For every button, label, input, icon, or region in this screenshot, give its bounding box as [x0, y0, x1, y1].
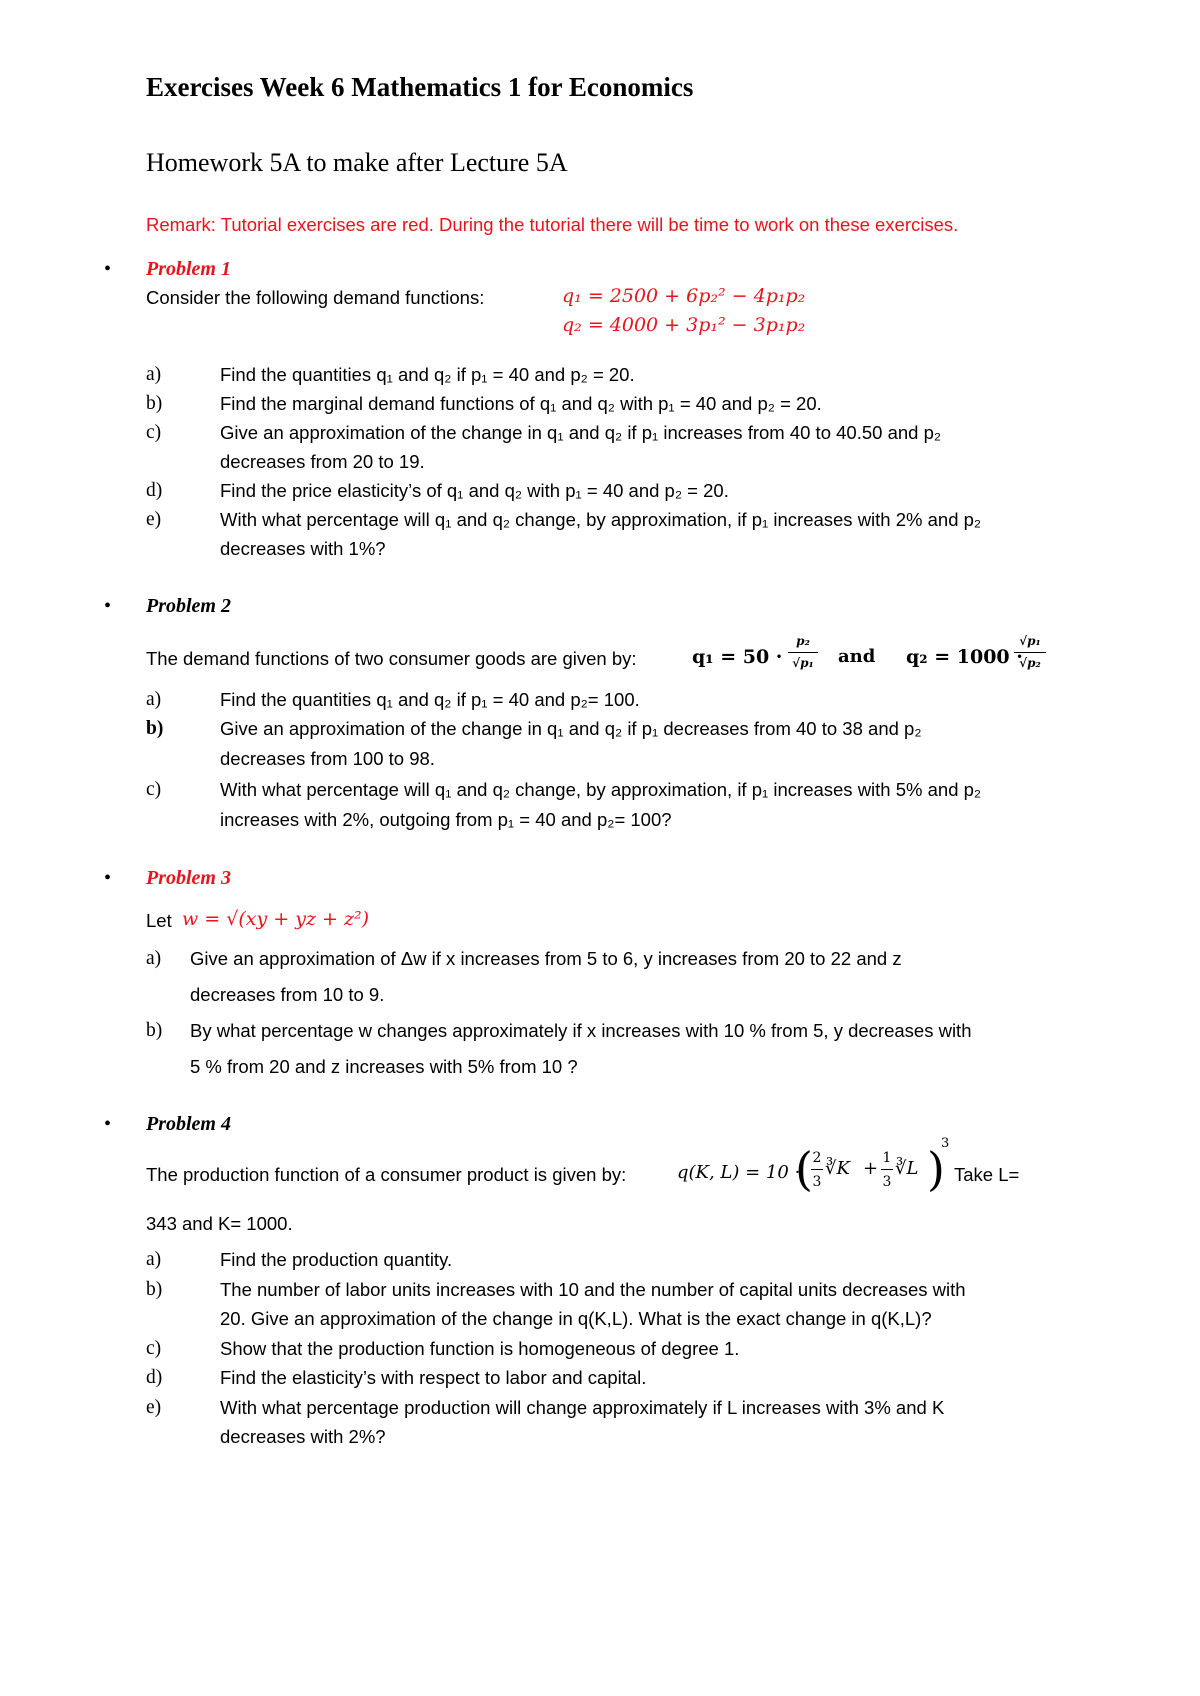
problem-2-item-b-text: Give an approximation of the change in q₁ and q₂ if p₁ decreases from 40 to 38 and p₂: [220, 718, 922, 739]
problem-2-eq2-lhs: q₂ = 1000 ·: [906, 646, 1023, 668]
problem-3-equation: w = √(xy + yz + z²): [182, 908, 370, 930]
document-title: Exercises Week 6 Mathematics 1 for Economics: [146, 72, 694, 102]
problem-1-equation-1: q₁ = 2500 + 6p₂² − 4p₁p₂: [562, 285, 806, 307]
fraction-bar: [1014, 652, 1046, 653]
problem-4-item-b-cont: 20. Give an approximation of the change in q(K,L). What is the exact change in q(K,L)?: [220, 1308, 932, 1329]
bullet-icon: •: [104, 1113, 112, 1135]
problem-2-item-c-label: c): [146, 779, 162, 800]
problem-1-item-e-cont: decreases with 1%?: [220, 538, 386, 559]
problem-1-item-e-label: e): [146, 509, 162, 530]
problem-1-item-c-label: c): [146, 422, 162, 443]
problem-3-let: Let: [146, 910, 172, 931]
coef-1-denominator: 3: [812, 1174, 822, 1190]
problem-1-equation-2: q₂ = 4000 + 3p₁² − 3p₁p₂: [562, 314, 806, 336]
problem-4-item-e-text: With what percentage production will change approximately if L increases with 3% and K: [220, 1397, 945, 1418]
fraction-bar: [788, 652, 818, 653]
coef-2-numerator: 1: [882, 1150, 892, 1166]
problem-4-item-b-text: The number of labor units increases with 10 and the number of capital units decreases with: [220, 1279, 966, 1300]
problem-2-item-b-label: b): [146, 718, 164, 739]
problem-2-eq2-denominator: √p₂: [1019, 656, 1041, 670]
problem-4-item-b-label: b): [146, 1279, 163, 1300]
remark-text: Remark: Tutorial exercises are red. During the tutorial there will be time to work on these exercises.: [146, 214, 959, 235]
fraction-bar: [881, 1169, 893, 1170]
problem-3-item-b-label: b): [146, 1020, 163, 1041]
problem-2-item-b-cont: decreases from 100 to 98.: [220, 748, 435, 769]
problem-4-item-e-label: e): [146, 1397, 162, 1418]
problem-2-and: and: [838, 646, 876, 667]
cube-root-l: ∛L: [895, 1158, 919, 1179]
fraction-bar: [811, 1169, 823, 1170]
problem-4-item-e-cont: decreases with 2%?: [220, 1426, 386, 1447]
problem-2-eq2-numerator: √p₁: [1019, 634, 1041, 648]
problem-3-item-b-cont: 5 % from 20 and z increases with 5% from 10 ?: [190, 1056, 578, 1077]
coef-1-numerator: 2: [812, 1150, 822, 1166]
problem-2-intro: The demand functions of two consumer goods are given by:: [146, 648, 637, 669]
plus-sign: +: [863, 1158, 879, 1179]
problem-2-eq1-denominator: √p₁: [792, 656, 814, 670]
problem-1-title: Problem 1: [146, 258, 231, 280]
problem-4-title: Problem 4: [146, 1113, 231, 1135]
problem-4-item-c-text: Show that the production function is homogeneous of degree 1.: [220, 1338, 740, 1359]
problem-4-intro: The production function of a consumer product is given by:: [146, 1164, 627, 1185]
problem-2-eq1-numerator: p₂: [796, 634, 810, 648]
problem-4-item-d-text: Find the elasticity’s with respect to labor and capital.: [220, 1367, 647, 1388]
problem-3-title: Problem 3: [146, 867, 231, 889]
problem-1-item-b-label: b): [146, 393, 163, 414]
document-subtitle: Homework 5A to make after Lecture 5A: [146, 148, 568, 177]
problem-1-item-b-text: Find the marginal demand functions of q₁ and q₂ with p₁ = 40 and p₂ = 20.: [220, 393, 822, 414]
problem-4-equation: [677, 1136, 949, 1208]
problem-4-item-a-text: Find the production quantity.: [220, 1249, 453, 1270]
exponent: 3: [941, 1136, 950, 1151]
problem-4-item-c-label: c): [146, 1338, 162, 1359]
problem-1-item-d-label: d): [146, 480, 163, 501]
problem-4-take: Take L=: [954, 1164, 1020, 1185]
coef-2-denominator: 3: [882, 1174, 892, 1190]
problem-3-item-b-text: By what percentage w changes approximately if x increases with 10 % from 5, y decreases with: [190, 1020, 972, 1041]
problem-1-item-e-text: With what percentage will q₁ and q₂ change, by approximation, if p₁ increases with 2% and p₂: [220, 509, 982, 530]
problem-2-title: Problem 2: [146, 595, 231, 617]
problem-1-item-c-text: Give an approximation of the change in q₁ and q₂ if p₁ increases from 40 to 40.50 and p₂: [220, 422, 942, 443]
problem-1-item-c-cont: decreases from 20 to 19.: [220, 451, 425, 472]
problem-1-item-a-text: Find the quantities q₁ and q₂ if p₁ = 40 and p₂ = 20.: [220, 364, 635, 385]
problem-2-item-c-text: With what percentage will q₁ and q₂ change, by approximation, if p₁ increases with 5% and p₂: [220, 779, 982, 800]
cube-root-k: ∛K: [825, 1158, 850, 1179]
problem-3-item-a-label: a): [146, 948, 162, 969]
problem-2-eq1-lhs: q₁ = 50 ·: [692, 646, 783, 668]
bullet-icon: •: [104, 258, 112, 280]
bullet-icon: •: [104, 867, 112, 889]
problem-1-item-a-label: a): [146, 364, 162, 385]
problem-4-item-d-label: d): [146, 1367, 163, 1388]
problem-1-intro: Consider the following demand functions:: [146, 287, 485, 308]
right-paren: ): [927, 1142, 945, 1196]
problem-3-item-a-cont: decreases from 10 to 9.: [190, 984, 385, 1005]
left-paren: (: [795, 1142, 813, 1196]
bullet-icon: •: [104, 595, 112, 617]
problem-2-item-a-text: Find the quantities q₁ and q₂ if p₁ = 40 and p₂= 100.: [220, 689, 640, 710]
problem-2-item-c-cont: increases with 2%, outgoing from p₁ = 40 and p₂= 100?: [220, 809, 672, 830]
problem-4-item-a-label: a): [146, 1249, 162, 1270]
problem-4-eq-lhs: q(K, L) = 10 ·: [677, 1162, 801, 1183]
problem-3-item-a-text: Give an approximation of Δw if x increases from 5 to 6, y increases from 20 to 22 and z: [190, 948, 902, 969]
problem-1-item-d-text: Find the price elasticity’s of q₁ and q₂ with p₁ = 40 and p₂ = 20.: [220, 480, 729, 501]
problem-4-take-cont: 343 and K= 1000.: [146, 1213, 293, 1234]
problem-2-item-a-label: a): [146, 689, 162, 710]
